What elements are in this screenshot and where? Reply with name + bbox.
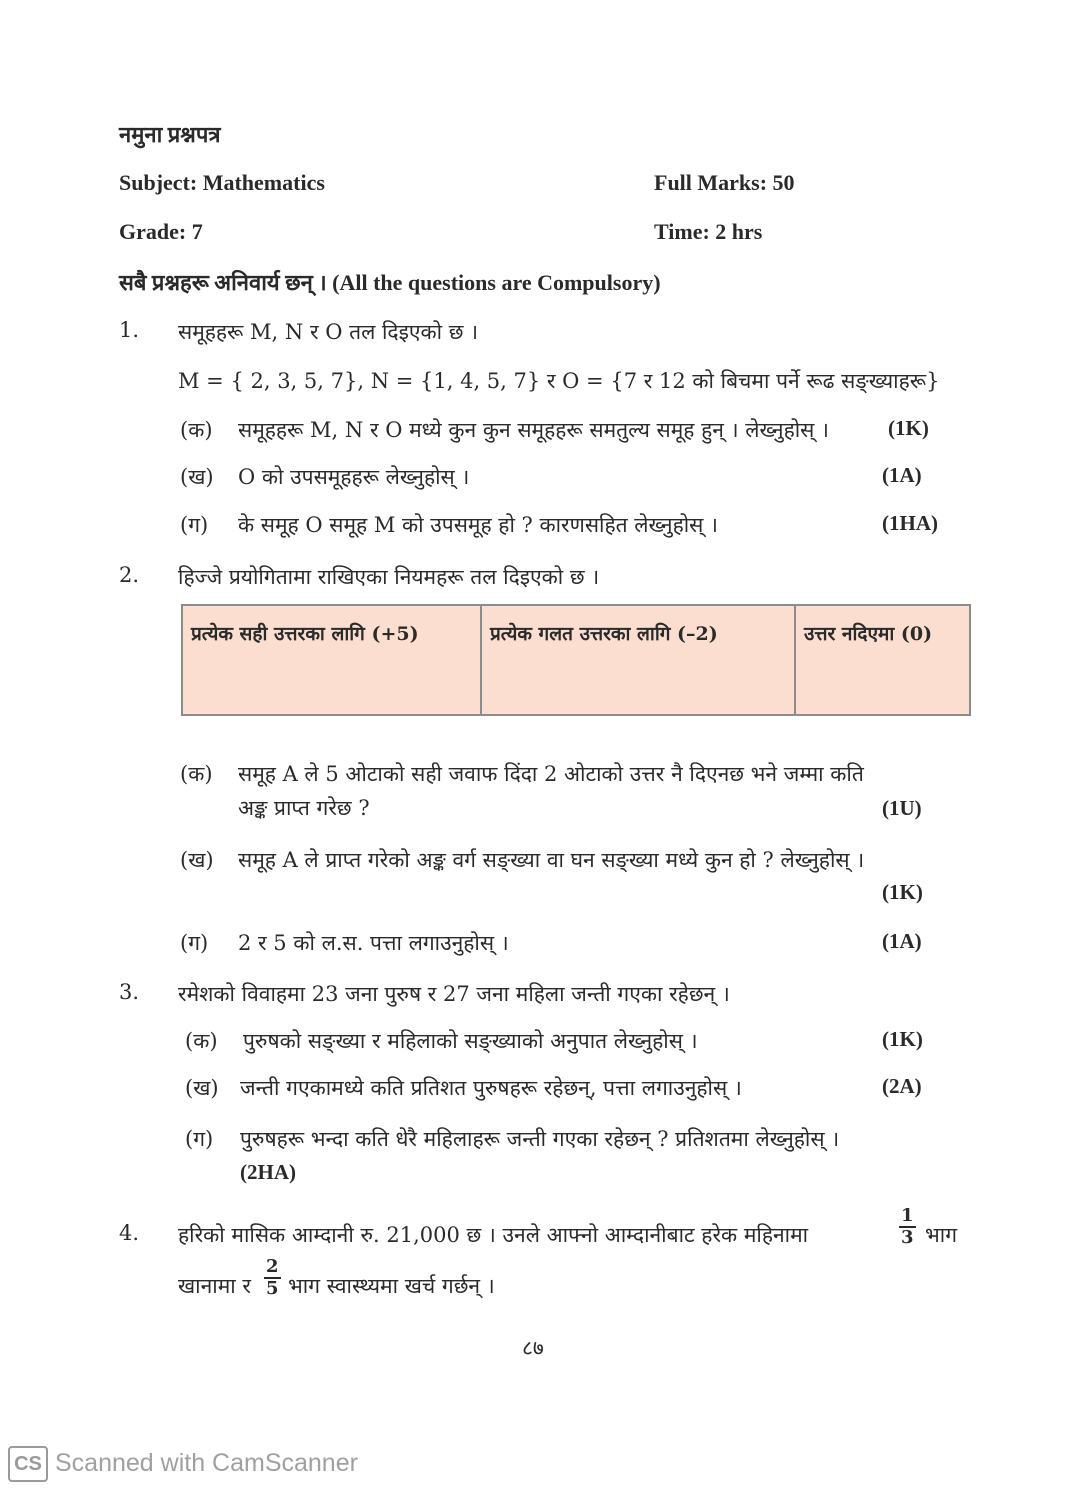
q2b-mark: (1K) bbox=[882, 880, 923, 904]
q1a-mark: (1K) bbox=[888, 416, 929, 440]
page-number: ८७ bbox=[522, 1336, 544, 1360]
q1b-mark: (1A) bbox=[882, 463, 922, 487]
frac1-denominator: 3 bbox=[901, 1226, 914, 1248]
q3a-mark: (1K) bbox=[882, 1027, 923, 1051]
q3b-label: (ख) bbox=[185, 1076, 219, 1100]
q3c-label: (ग) bbox=[185, 1127, 214, 1151]
q3a-text: पुरुषको सङ्ख्या र महिलाको सङ्ख्याको अनुपात लेख्नुहोस् । bbox=[243, 1029, 698, 1053]
q2c-mark: (1A) bbox=[882, 929, 922, 953]
frac1-numerator: 1 bbox=[901, 1205, 914, 1226]
scoring-rules-table bbox=[181, 604, 971, 716]
q1-sets: M = { 2, 3, 5, 7}, N = {1, 4, 5, 7} र O = {7 र 12 को बिचमा पर्ने रूढ सङ्ख्याहरू} bbox=[178, 369, 940, 393]
q3a-label: (क) bbox=[185, 1029, 218, 1053]
subject-label: Subject: Mathematics bbox=[119, 170, 325, 195]
q1a-text: समूहहरू M, N र O मध्ये कुन कुन समूहहरू समतुल्य समूह हुन् । लेख्नुहोस् । bbox=[238, 418, 829, 442]
q4-fraction-one-third bbox=[895, 1206, 920, 1248]
q3b-text: जन्ती गएकामध्ये कति प्रतिशत पुरुषहरू रहेछन्, पत्ता लगाउनुहोस् । bbox=[240, 1076, 742, 1100]
q4-fraction-two-fifths bbox=[260, 1257, 285, 1299]
frac2-denominator: 5 bbox=[266, 1277, 279, 1299]
q1c-label: (ग) bbox=[180, 513, 209, 537]
q4-number: 4. bbox=[119, 1221, 140, 1245]
q3c-mark: (2HA) bbox=[240, 1160, 296, 1184]
q4-text-line1: हरिको मासिक आम्दानी रु. 21,000 छ । उनले आफ्नो आम्दानीबाट हरेक महिनामा bbox=[178, 1223, 809, 1247]
camscanner-logo: CS bbox=[8, 1446, 48, 1482]
q3-text: रमेशको विवाहमा 23 जना पुरुष र 27 जना महिला जन्ती गएका रहेछन् । bbox=[178, 982, 730, 1006]
q3-number: 3. bbox=[119, 980, 140, 1004]
paper-title: नमुना प्रश्नपत्र bbox=[119, 122, 221, 147]
camscanner-watermark: Scanned with CamScanner bbox=[55, 1449, 358, 1477]
q1-text: समूहहरू M, N र O तल दिइएको छ । bbox=[178, 320, 479, 344]
q4-line2-start: खानामा र bbox=[178, 1274, 251, 1298]
q1-number: 1. bbox=[119, 318, 140, 342]
q2b-text: समूह A ले प्राप्त गरेको अङ्क वर्ग सङ्ख्या वा घन सङ्ख्या मध्ये कुन हो ? लेख्नुहोस् । bbox=[238, 848, 865, 872]
q1b-label: (ख) bbox=[180, 465, 214, 489]
q2a-text-line2: अङ्क प्राप्त गरेछ ? bbox=[238, 796, 370, 820]
table-header-unanswered: उत्तर नदिएमा (0) bbox=[795, 605, 970, 715]
table-header-correct: प्रत्येक सही उत्तरका लागि (+5) bbox=[182, 605, 481, 715]
q1b-text: O को उपसमूहहरू लेख्नुहोस् । bbox=[238, 465, 470, 489]
instruction: सबै प्रश्नहरू अनिवार्य छन् । (All the questions are Compulsory) bbox=[119, 270, 661, 295]
q4-line2-end: भाग स्वास्थ्यमा खर्च गर्छन् । bbox=[288, 1274, 495, 1298]
q4-line1-end: भाग bbox=[925, 1223, 958, 1247]
q2-text: हिज्जे प्रयोगितामा राखिएका नियमहरू तल दिइएको छ । bbox=[178, 565, 600, 589]
q2b-label: (ख) bbox=[180, 848, 214, 872]
q2-number: 2. bbox=[119, 563, 140, 587]
full-marks-label: Full Marks: 50 bbox=[654, 170, 795, 195]
q2a-mark: (1U) bbox=[882, 796, 922, 820]
table-header-wrong: प्रत्येक गलत उत्तरका लागि (–2) bbox=[481, 605, 795, 715]
q1c-mark: (1HA) bbox=[882, 511, 938, 535]
grade-label: Grade: 7 bbox=[119, 219, 203, 244]
q2c-text: 2 र 5 को ल.स. पत्ता लगाउनुहोस् । bbox=[238, 931, 509, 955]
q1c-text: के समूह O समूह M को उपसमूह हो ? कारणसहित लेख्नुहोस् । bbox=[238, 513, 719, 537]
frac2-numerator: 2 bbox=[266, 1256, 279, 1277]
q3b-mark: (2A) bbox=[882, 1074, 922, 1098]
q2a-text-line1: समूह A ले 5 ओटाको सही जवाफ दिंदा 2 ओटाको उत्तर नै दिएनछ भने जम्मा कति bbox=[238, 762, 864, 786]
q1a-label: (क) bbox=[180, 418, 213, 442]
q3c-text: पुरुषहरू भन्दा कति धेरै महिलाहरू जन्ती गएका रहेछन् ? प्रतिशतमा लेख्नुहोस् । bbox=[240, 1127, 840, 1151]
q2a-label: (क) bbox=[180, 762, 213, 786]
time-label: Time: 2 hrs bbox=[654, 219, 763, 244]
q2c-label: (ग) bbox=[180, 931, 209, 955]
